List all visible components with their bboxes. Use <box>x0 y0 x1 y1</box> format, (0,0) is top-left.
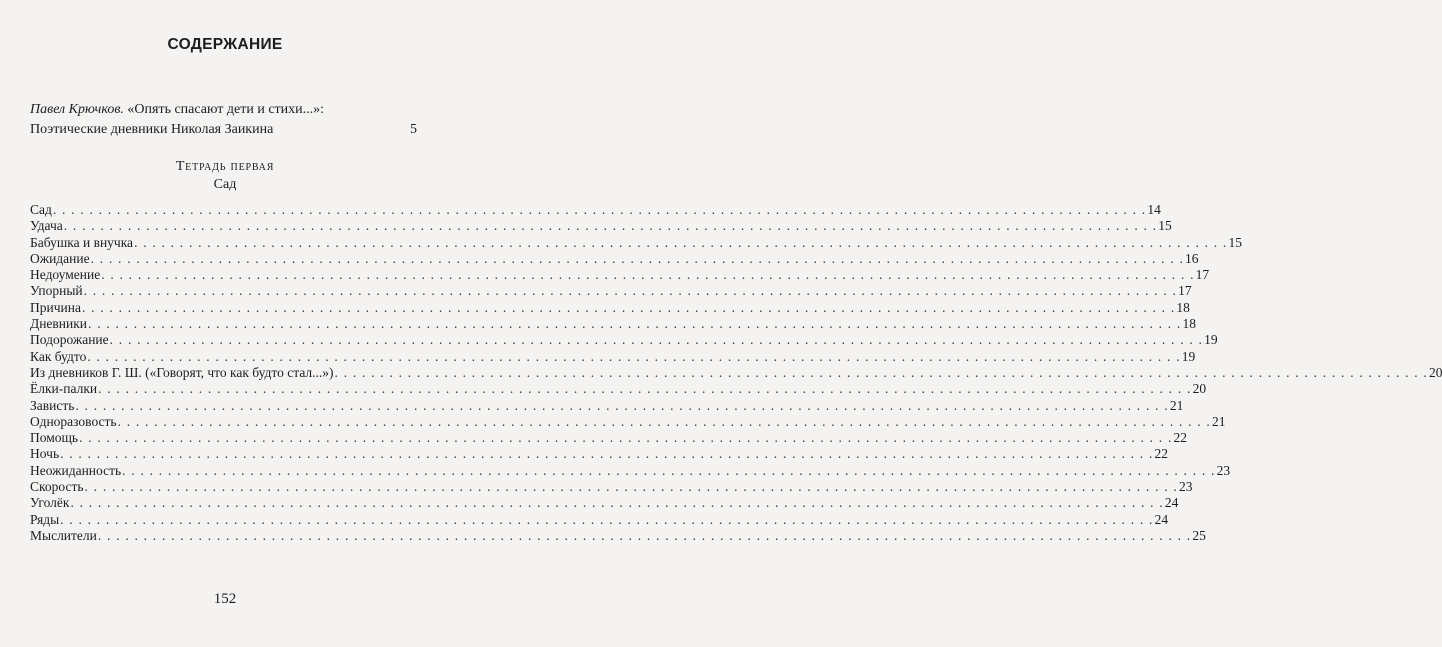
toc-entry-title: Бабушка и внучка <box>30 234 134 250</box>
toc-entry-page: 17 <box>1195 267 1210 283</box>
intro-author: Павел Крючков. <box>30 102 124 117</box>
dot-leader: . . . . . . . . . . . . . . . . . . . . . . . . . . . . . . . . . . . . . . . . . . . . . . . . . . . . . . . . . . . . . . . . . . . . . . . . . . . . . . . . . . . . . . . . . . . . . . . . . . . . . . . . . . . . . . . . . . . . . . . . <box>75 397 1169 413</box>
toc-entry[interactable] <box>30 218 1172 234</box>
toc-entry-page: 24 <box>1164 495 1179 511</box>
dot-leader: . . . . . . . . . . . . . . . . . . . . . . . . . . . . . . . . . . . . . . . . . . . . . . . . . . . . . . . . . . . . . . . . . . . . . . . . . . . . . . . . . . . . . . . . . . . . . . . . . . . . . . . . . . . . . . . . . . . . . . . . <box>117 413 1212 429</box>
toc-entry[interactable] <box>30 267 1210 283</box>
intro-title-part2: Поэтические дневники Николая Заикина <box>30 122 274 137</box>
toc-entry-title: Недоумение <box>30 267 101 283</box>
toc-entry-page: 15 <box>1158 218 1172 234</box>
toc-entry-page: 23 <box>1216 462 1231 478</box>
dot-leader: . . . . . . . . . . . . . . . . . . . . . . . . . . . . . . . . . . . . . . . . . . . . . . . . . . . . . . . . . . . . . . . . . . . . . . . . . . . . . . . . . . . . . . . . . . . . . . . . . . . . . . . . . . . . . . . . . . . . . . . . <box>63 218 1158 234</box>
section-heading <box>0 158 450 194</box>
toc-entry[interactable] <box>30 430 1188 446</box>
section-title: Сад <box>213 177 237 192</box>
intro-line-1 <box>30 100 417 120</box>
page-title: СОДЕРЖАНИЕ <box>167 36 283 53</box>
toc-entry-title: Удача <box>30 218 63 234</box>
dot-leader: . . . . . . . . . . . . . . . . . . . . . . . . . . . . . . . . . . . . . . . . . . . . . . . . . . . . . . . . . . . . . . . . . . . . . . . . . . . . . . . . . . . . . . . . . . . . . . . . . . . . . . . . . . . . . . . . . . . . . . . . <box>98 381 1192 397</box>
toc-entry-title: Из дневников Г. Ш. («Говорят, что как будто стал...») <box>30 364 334 380</box>
toc-entry[interactable] <box>30 495 1179 511</box>
toc-entry-title: Скорость <box>30 479 84 495</box>
toc-entry-title: Сад <box>30 202 52 217</box>
toc-entry-title: Причина <box>30 299 81 315</box>
toc-entry-page: 14 <box>1147 202 1161 217</box>
toc-entry-page: 20 <box>1428 364 1442 380</box>
toc-entry[interactable] <box>30 462 1231 479</box>
intro-title-part1: «Опять спасают дети и стихи...»: <box>123 102 325 117</box>
dot-leader: . . . . . . . . . . . . . . . . . . . . . . . . . . . . . . . . . . . . . . . . . . . . . . . . . . . . . . . . . . . . . . . . . . . . . . . . . . . . . . . . . . . . . . . . . . . . . . . . . . . . . . . . . . . . . . . . . . . . . . . . <box>60 511 1154 527</box>
toc-entry[interactable] <box>30 250 1199 267</box>
toc-entry-page: 19 <box>1181 348 1196 364</box>
toc-entry[interactable] <box>30 413 1226 430</box>
toc-entry-title: Ряды <box>30 511 60 527</box>
toc-entry-title: Мыслители <box>30 527 97 543</box>
toc-entry-page: 25 <box>1192 527 1206 543</box>
toc-entry[interactable] <box>30 381 1207 397</box>
toc-entry-page: 21 <box>1169 397 1184 413</box>
toc-entry-title: Как будто <box>30 348 87 364</box>
toc-entry[interactable] <box>30 364 1442 381</box>
notebook-title: Тетрадь первая <box>175 159 275 174</box>
page-number: 152 <box>213 591 237 607</box>
toc-entry[interactable] <box>30 202 1161 218</box>
toc-entry-title: Помощь <box>30 430 79 446</box>
dot-leader: . . . . . . . . . . . . . . . . . . . . . . . . . . . . . . . . . . . . . . . . . . . . . . . . . . . . . . . . . . . . . . . . . . . . . . . . . . . . . . . . . . . . . . . . . . . . . . . . . . . . . . . . . . . . . . . . . . . . . . . . <box>83 283 1178 299</box>
toc-entry[interactable] <box>30 397 1184 414</box>
toc-entry[interactable] <box>30 511 1169 528</box>
toc-entry[interactable] <box>30 299 1190 316</box>
toc-entry[interactable] <box>30 332 1218 348</box>
dot-leader: . . . . . . . . . . . . . . . . . . . . . . . . . . . . . . . . . . . . . . . . . . . . . . . . . . . . . . . . . . . . . . . . . . . . . . . . . . . . . . . . . . . . . . . . . . . . . . . . . . . . . . . . . . . . . . . . . . . . . . . . <box>60 446 1154 462</box>
dot-leader: . . . . . . . . . . . . . . . . . . . . . . . . . . . . . . . . . . . . . . . . . . . . . . . . . . . . . . . . . . . . . . . . . . . . . . . . . . . . . . . . . . . . . . . . . . . . . . . . . . . . . . . . . . . . . . . . . . . . . . . . <box>122 462 1216 478</box>
dot-leader: . . . . . . . . . . . . . . . . . . . . . . . . . . . . . . . . . . . . . . . . . . . . . . . . . . . . . . . . . . . . . . . . . . . . . . . . . . . . . . . . . . . . . . . . . . . . . . . . . . . . . . . . . . . . . . . . . . . . . . . . <box>84 479 1178 495</box>
dot-leader: . . . . . . . . . . . . . . . . . . . . . . . . . . . . . . . . . . . . . . . . . . . . . . . . . . . . . . . . . . . . . . . . . . . . . . . . . . . . . . . . . . . . . . . . . . . . . . . . . . . . . . . . . . . . . . . . . . . . . . . . <box>79 430 1173 446</box>
toc-entry[interactable] <box>30 316 1196 332</box>
toc-entry-title: Ночь <box>30 446 60 462</box>
toc-entry-page: 18 <box>1182 316 1196 332</box>
dot-leader: . . . . . . . . . . . . . . . . . . . . . . . . . . . . . . . . . . . . . . . . . . . . . . . . . . . . . . . . . . . . . . . . . . . . . . . . . . . . . . . . . . . . . . . . . . . . . . . . . . . . . . . . . . . . . . . . . . . . . . . . <box>88 316 1182 332</box>
toc-entry-page: 22 <box>1173 430 1188 446</box>
intro-line-2 <box>30 120 417 140</box>
dot-leader: . . . . . . . . . . . . . . . . . . . . . . . . . . . . . . . . . . . . . . . . . . . . . . . . . . . . . . . . . . . . . . . . . . . . . . . . . . . . . . . . . . . . . . . . . . . . . . . . . . . . . . . . . . . . . . . . . . . . . . . . <box>334 364 1428 380</box>
toc-entry-title: Дневники <box>30 316 88 332</box>
toc-entry-title: Неожиданность <box>30 462 122 478</box>
toc-entry-title: Одноразовость <box>30 413 117 429</box>
toc-entry[interactable] <box>30 283 1192 299</box>
toc-entry-title: Подорожание <box>30 332 109 348</box>
intro-entry[interactable] <box>30 100 417 140</box>
toc-entry[interactable] <box>30 348 1196 365</box>
toc-entry-page: 20 <box>1192 381 1207 397</box>
toc-entry[interactable] <box>30 479 1193 495</box>
toc-entry-page: 18 <box>1176 299 1190 315</box>
dot-leader: . . . . . . . . . . . . . . . . . . . . . . . . . . . . . . . . . . . . . . . . . . . . . . . . . . . . . . . . . . . . . . . . . . . . . . . . . . . . . . . . . . . . . . . . . . . . . . . . . . . . . . . . . . . . . . . . . . . . . . . . <box>87 348 1181 364</box>
toc-entry-page: 16 <box>1185 250 1199 266</box>
toc-entry-page: 15 <box>1228 234 1242 250</box>
toc-entry[interactable] <box>30 234 1242 251</box>
toc-entry[interactable] <box>30 446 1169 462</box>
toc-list <box>30 202 1442 544</box>
dot-leader: . . . . . . . . . . . . . . . . . . . . . . . . . . . . . . . . . . . . . . . . . . . . . . . . . . . . . . . . . . . . . . . . . . . . . . . . . . . . . . . . . . . . . . . . . . . . . . . . . . . . . . . . . . . . . . . . . . . . . . . . <box>70 495 1164 511</box>
toc-entry-page: 17 <box>1178 283 1192 299</box>
toc-entry-title: Ёлки-палки <box>30 381 98 397</box>
dot-leader: . . . . . . . . . . . . . . . . . . . . . . . . . . . . . . . . . . . . . . . . . . . . . . . . . . . . . . . . . . . . . . . . . . . . . . . . . . . . . . . . . . . . . . . . . . . . . . . . . . . . . . . . . . . . . . . . . . . . . . . . <box>52 202 1147 217</box>
toc-entry-title: Уголёк <box>30 495 70 511</box>
dot-leader: . . . . . . . . . . . . . . . . . . . . . . . . . . . . . . . . . . . . . . . . . . . . . . . . . . . . . . . . . . . . . . . . . . . . . . . . . . . . . . . . . . . . . . . . . . . . . . . . . . . . . . . . . . . . . . . . . . . . . . . . <box>109 332 1204 348</box>
toc-entry-title: Ожидание <box>30 250 90 266</box>
toc-entry-page: 23 <box>1178 479 1193 495</box>
dot-leader: . . . . . . . . . . . . . . . . . . . . . . . . . . . . . . . . . . . . . . . . . . . . . . . . . . . . . . . . . . . . . . . . . . . . . . . . . . . . . . . . . . . . . . . . . . . . . . . . . . . . . . . . . . . . . . . . . . . . . . . . <box>97 527 1192 543</box>
toc-entry[interactable] <box>30 527 1206 544</box>
dot-leader: . . . . . . . . . . . . . . . . . . . . . . . . . . . . . . . . . . . . . . . . . . . . . . . . . . . . . . . . . . . . . . . . . . . . . . . . . . . . . . . . . . . . . . . . . . . . . . . . . . . . . . . . . . . . . . . . . . . . . . . . <box>90 250 1185 266</box>
toc-entry-page: 19 <box>1204 332 1218 348</box>
toc-entry-page: 22 <box>1154 446 1169 462</box>
toc-entry-title: Упорный <box>30 283 83 299</box>
toc-entry-page: 21 <box>1212 413 1226 429</box>
toc-entry-page: 24 <box>1154 511 1169 527</box>
toc-entry-title: Зависть <box>30 397 75 413</box>
dot-leader: . . . . . . . . . . . . . . . . . . . . . . . . . . . . . . . . . . . . . . . . . . . . . . . . . . . . . . . . . . . . . . . . . . . . . . . . . . . . . . . . . . . . . . . . . . . . . . . . . . . . . . . . . . . . . . . . . . . . . . . . <box>101 267 1195 283</box>
intro-page-number: 5 <box>410 122 417 137</box>
dot-leader: . . . . . . . . . . . . . . . . . . . . . . . . . . . . . . . . . . . . . . . . . . . . . . . . . . . . . . . . . . . . . . . . . . . . . . . . . . . . . . . . . . . . . . . . . . . . . . . . . . . . . . . . . . . . . . . . . . . . . . . . <box>81 299 1176 315</box>
dot-leader: . . . . . . . . . . . . . . . . . . . . . . . . . . . . . . . . . . . . . . . . . . . . . . . . . . . . . . . . . . . . . . . . . . . . . . . . . . . . . . . . . . . . . . . . . . . . . . . . . . . . . . . . . . . . . . . . . . . . . . . . <box>134 234 1228 250</box>
